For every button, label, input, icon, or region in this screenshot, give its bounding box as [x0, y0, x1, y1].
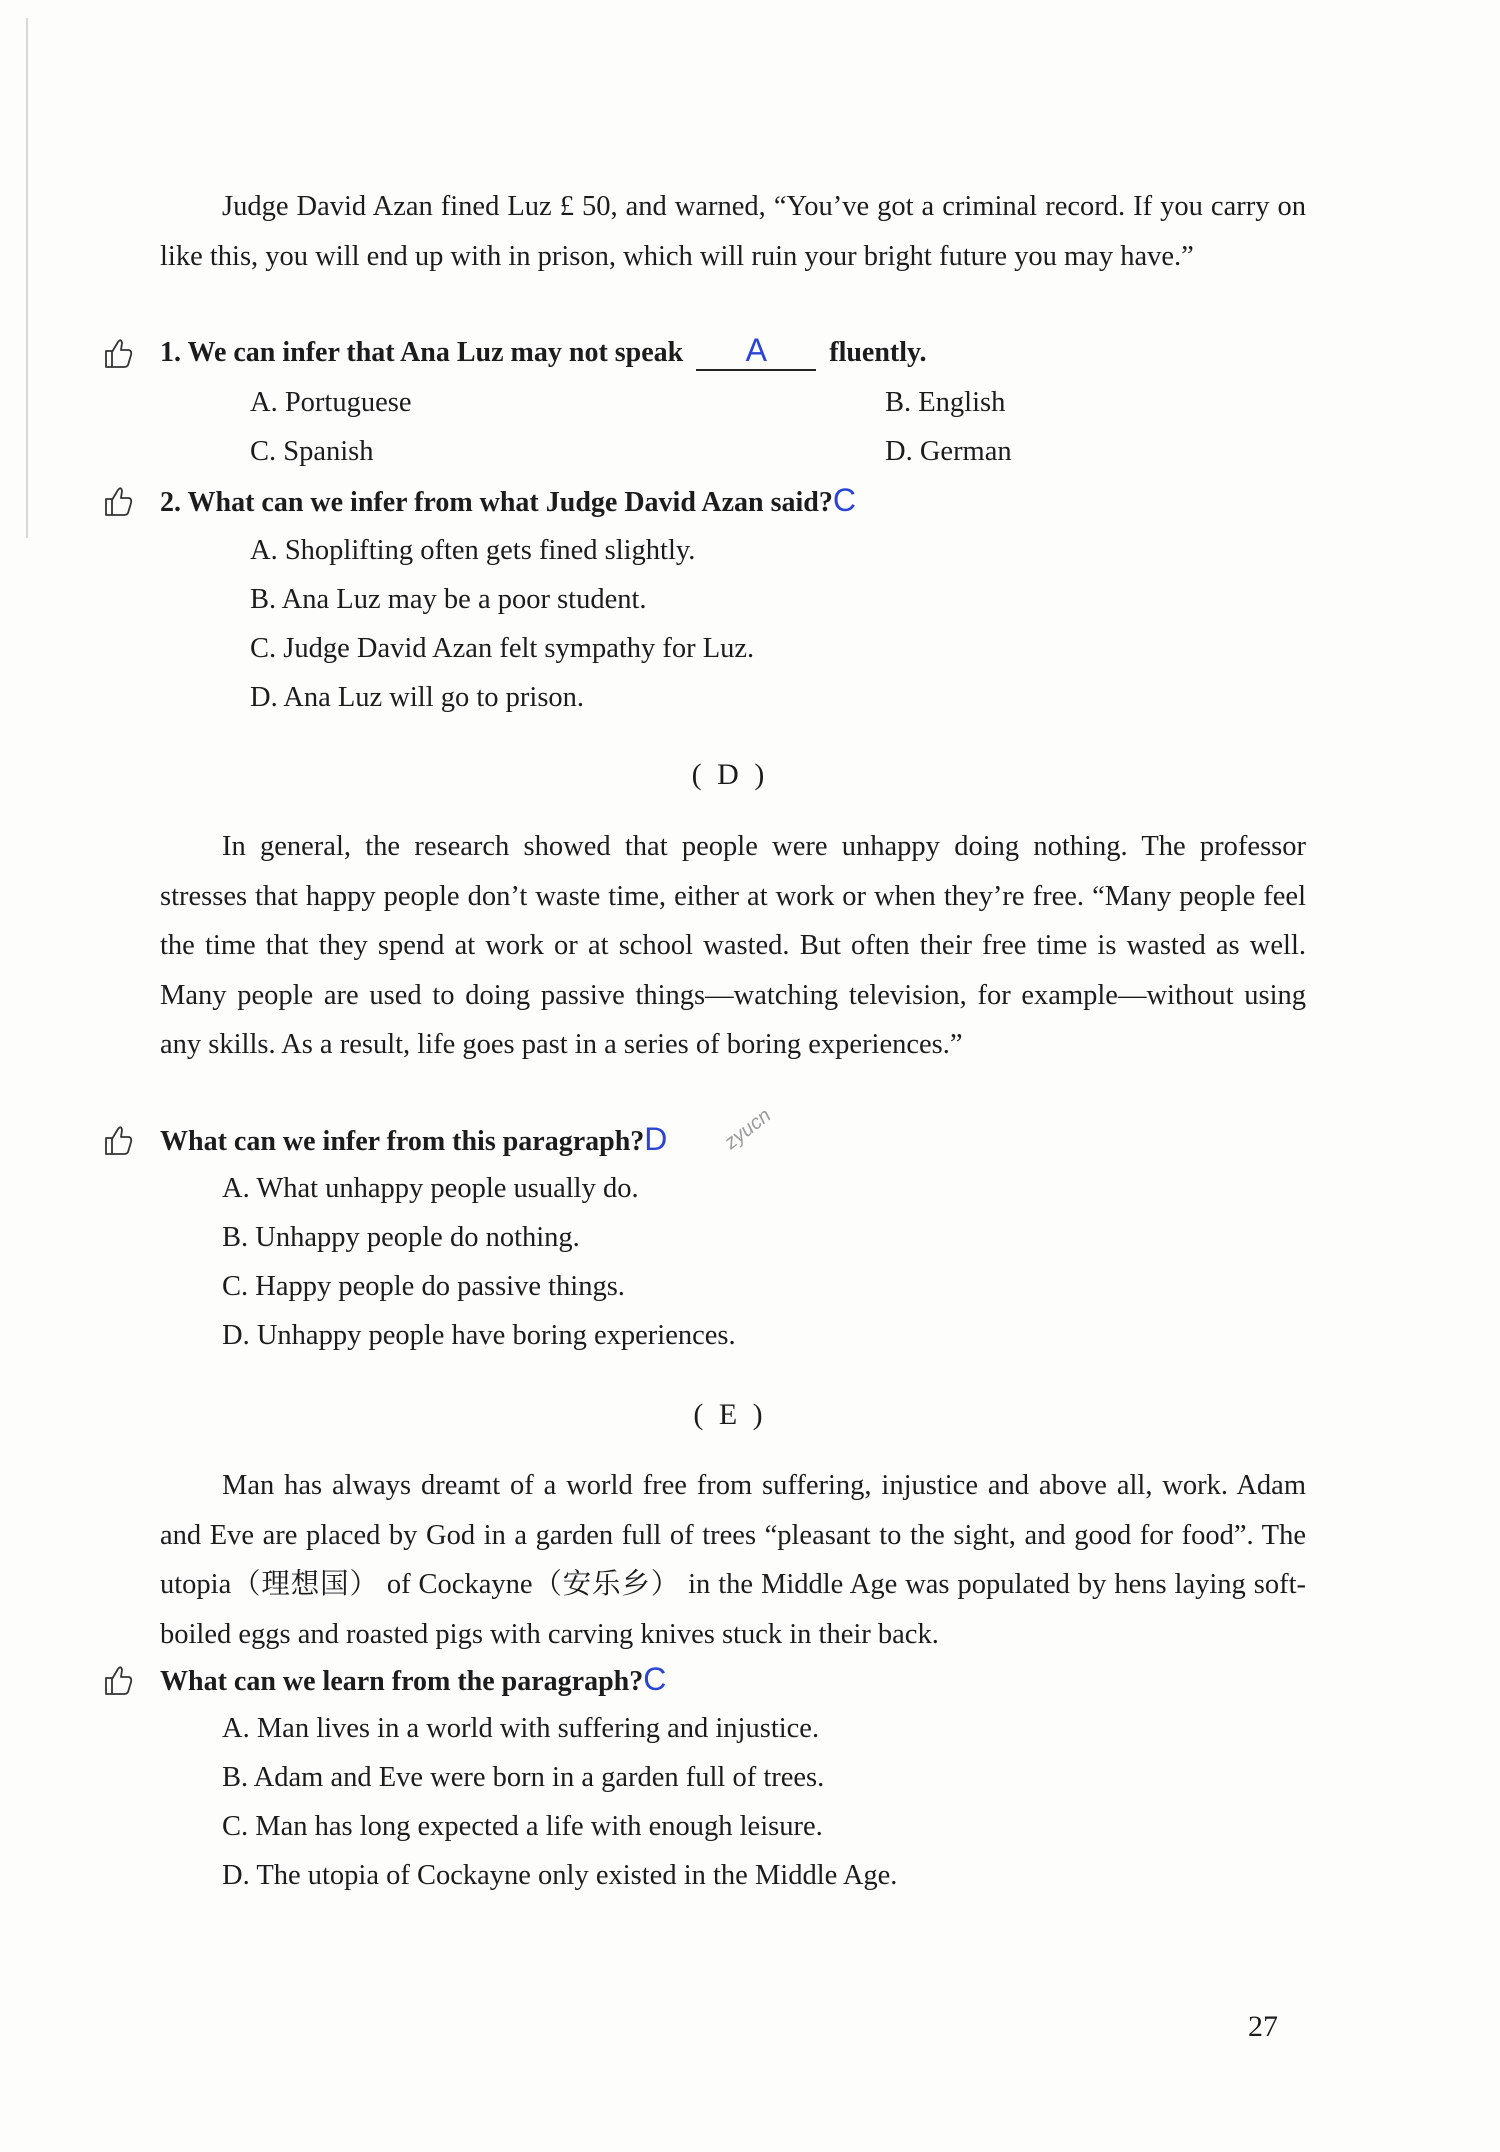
thumbs-up-icon [102, 1123, 134, 1157]
question-1-stem: We can infer that Ana Luz may not speak [187, 337, 684, 368]
question-2-number: 2. [160, 487, 181, 518]
question-2-handwritten-answer: C [832, 482, 856, 518]
e-option-a: A. Man lives in a world with suffering and injustice. [222, 1713, 820, 1744]
thumbs-up-icon [102, 484, 134, 518]
section-e-heading: ( E ) [693, 1398, 767, 1431]
question-1 [160, 328, 926, 377]
thumbs-up-icon [102, 1663, 134, 1697]
watermark: zyucn [720, 1104, 776, 1154]
e-option-c: C. Man has long expected a life with enough leisure. [222, 1811, 823, 1842]
q1-option-a: A. Portuguese [250, 387, 412, 418]
q1-option-d: D. German [885, 436, 1012, 467]
d-option-a: A. What unhappy people usually do. [222, 1173, 639, 1204]
q2-option-c: C. Judge David Azan felt sympathy for Luz. [250, 633, 755, 664]
q2-option-d: D. Ana Luz will go to prison. [250, 682, 585, 713]
section-d-heading: ( D ) [691, 758, 769, 791]
section-e-handwritten-answer: C [643, 1661, 667, 1697]
section-d-question [160, 1115, 667, 1164]
question-2-stem: What can we infer from what Judge David Azan said? [187, 487, 833, 518]
section-d-paragraph-block [160, 822, 1306, 1070]
section-e-question [160, 1655, 666, 1704]
q1-option-c: C. Spanish [250, 436, 374, 467]
scan-margin-line [26, 18, 28, 538]
section-d-question-stem: What can we infer from this paragraph? [160, 1126, 645, 1157]
d-option-c: C. Happy people do passive things. [222, 1271, 625, 1302]
q2-option-b: B. Ana Luz may be a poor student. [250, 584, 647, 615]
q2-option-a: A. Shoplifting often gets fined slightly. [250, 535, 696, 566]
section-e-question-stem: What can we learn from the paragraph? [160, 1666, 644, 1697]
question-1-number: 1. [160, 337, 181, 368]
intro-paragraph-block [160, 182, 1306, 281]
e-option-b: B. Adam and Eve were born in a garden full of trees. [222, 1762, 825, 1793]
page-number: 27 [1248, 2010, 1278, 2043]
section-d-handwritten-answer: D [644, 1121, 668, 1157]
q1-option-b: B. English [885, 387, 1006, 418]
section-e-paragraph-block [160, 1461, 1306, 1659]
question-1-stem-end: fluently. [829, 337, 927, 368]
intro-paragraph: Judge David Azan fined Luz £ 50, and warned, “You’ve got a criminal record. If you carry on like this, you will end up with in prison, which will ruin your bright future you may have.” [160, 191, 1306, 272]
answer-blank[interactable] [696, 332, 816, 371]
section-e-paragraph: Man has always dreamt of a world free from suffering, injustice and above all, work. Adam and Eve are placed by God in a garden full of trees “pleasant to the sight, and good for food”. The utopia（理想国） of Cockayne（安乐乡） in the Middle Age was populated by hens laying soft-boiled eggs and roasted pigs with carving knives stuck in their back. [160, 1470, 1306, 1650]
question-1-handwritten-answer: A [745, 332, 767, 368]
question-2 [160, 476, 856, 525]
d-option-b: B. Unhappy people do nothing. [222, 1222, 580, 1253]
thumbs-up-icon [102, 336, 134, 370]
d-option-d: D. Unhappy people have boring experiences. [222, 1320, 736, 1351]
e-option-d: D. The utopia of Cockayne only existed in the Middle Age. [222, 1860, 898, 1891]
section-d-paragraph: In general, the research showed that people were unhappy doing nothing. The professor stresses that happy people don’t waste time, either at work or when they’re free. “Many people feel the time that they spend at work or at school wasted. But often their free time is wasted as well. Many people are used to doing passive things—watching television, for example—without using any skills. As a result, life goes past in a series of boring experiences.” [160, 831, 1306, 1060]
